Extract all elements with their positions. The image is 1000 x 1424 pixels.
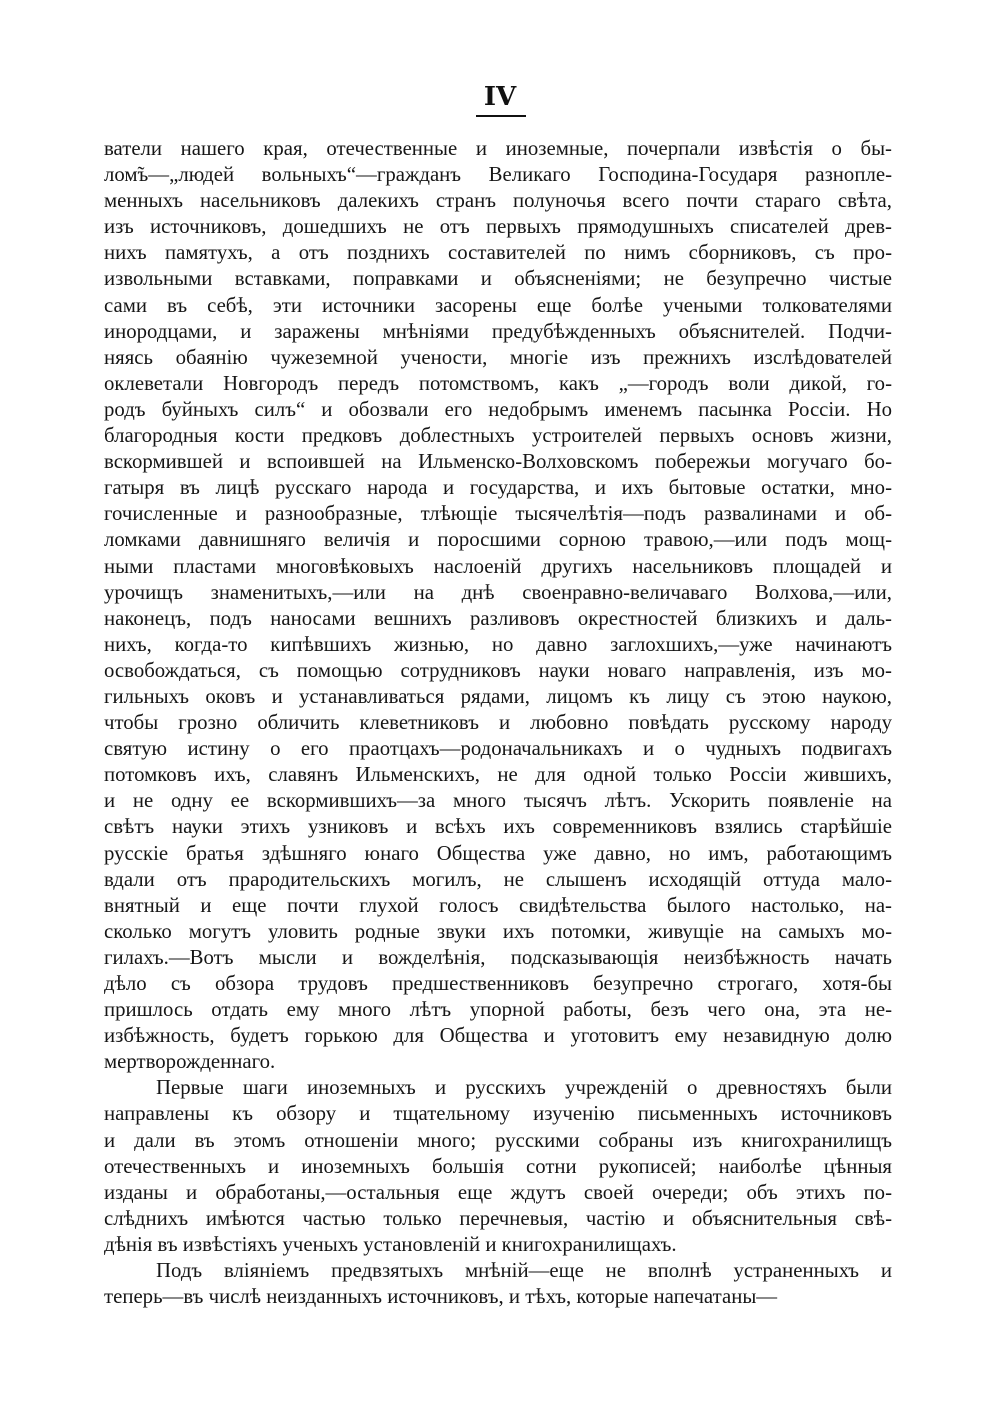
text-line: менныхъ насельниковъ далекихъ странъ полуночья всего почти стараго свѣта, (104, 189, 892, 213)
text-line: дѣнія въ извѣстіяхъ ученыхъ установленій и книгохранилищахъ. (104, 1232, 677, 1256)
text-line: освобождаться, съ помощью сотрудниковъ науки новаго направленія, изъ мо- (104, 658, 892, 682)
text-line: ватели нашего края, отечественные и иноземные, почерпали извѣстія о бы- (104, 137, 892, 160)
paragraph (104, 1258, 892, 1310)
text-line: слѣднихъ имѣются частью только перечневыя, частію и объяснительныя свѣ- (104, 1206, 892, 1230)
text-line: дѣло съ обзора трудовъ предшественниковъ безупречно строгаго, хотя-бы (104, 972, 892, 995)
text-line: вдали отъ прародительскихъ могилъ, не слышенъ исходящій оттуда мало- (104, 867, 892, 891)
text-line: извольными вставками, поправками и объясненіями; не безупречно чистые (104, 267, 892, 291)
paragraph (104, 136, 892, 1075)
text-line: ломками давнишняго величія и поросшими сорною травою,—или подъ мощ- (104, 528, 892, 552)
text-line: пришлось отдать ему много лѣтъ упорной работы, безъ чего она, эта не- (104, 998, 892, 1022)
text-line: и дали въ этомъ отношеніи много; русскими собраны изъ книгохранилищъ (104, 1128, 892, 1152)
text-line: Первые шаги иноземныхъ и русскихъ учрежденій о древностяхъ были (156, 1076, 892, 1100)
text-line: гатыря въ лицѣ русскаго народа и государства, и ихъ бытовые остатки, мно- (104, 476, 892, 500)
text-line: изданы и обработаны,—остальныя еще ждутъ своей очереди; объ этихъ по- (104, 1180, 892, 1204)
text-line: няясь обаянію чужеземной учености, многіе изъ прежнихъ изслѣдователей (104, 345, 892, 369)
text-line: изъ источниковъ, дошедшихъ не отъ первыхъ прямодушныхъ списателей древ- (104, 215, 892, 239)
text-line: благородныя кости предковъ доблестныхъ устроителей первыхъ основъ жизни, (104, 424, 892, 448)
text-line: нихъ памятухъ, а отъ позднихъ составителей по нимъ сборниковъ, съ про- (104, 241, 892, 265)
text-line: сами въ себѣ, эти источники засорены еще болѣе учеными толкователями (104, 293, 892, 317)
text-line: наконецъ, подъ наносами вешнихъ разливовъ окрестностей близкихъ и даль- (104, 606, 892, 630)
text-line: родъ буйныхъ силъ“ и обозвали его недобрымъ именемъ пасынка Россіи. Но (104, 397, 892, 421)
text-line: и не одну ее вскормившихъ—за много тысячъ лѣтъ. Ускорить появленіе на (104, 789, 892, 813)
text-line: сколько могутъ уловить родные звуки ихъ потомки, живущіе на самыхъ мо- (104, 919, 892, 943)
text-line: чтобы грозно обличить клеветниковъ и любовно повѣдать русскому народу (104, 711, 892, 735)
text-line: свѣтъ науки этихъ узниковъ и всѣхъ ихъ современниковъ взялись старѣйшіе (104, 815, 892, 839)
text-line: потомковъ ихъ, славянъ Ильменскихъ, не для одной только Россіи жившихъ, (104, 763, 892, 787)
text-line: мертворожденнаго. (104, 1050, 276, 1074)
text-line: инородцами, и заражены мнѣніями предубѣжденныхъ объяснителей. Подчи- (104, 319, 892, 343)
text-line: лом̃ъ—„людей вольныхъ“—гражданъ Великаго Господина-Государя разнопле- (104, 163, 892, 187)
text-line: внятный и еще почти глухой голосъ свидѣтельства былого настолько, на- (104, 893, 892, 917)
text-line: Подъ вліяніемъ предвзятыхъ мнѣній—еще не вполнѣ устраненныхъ и (156, 1259, 892, 1283)
text-line: святую истину о его праотцахъ—родоначальникахъ и о чудныхъ подвигахъ (104, 737, 892, 761)
text-line: урочищъ знаменитыхъ,—или на днѣ своенравно-величаваго Волхова,—или, (104, 580, 892, 604)
page-number: IV (483, 82, 517, 112)
text-line: вскормившей и вспоившей на Ильменско-Волховскомъ побережьи могучаго бо- (104, 450, 892, 474)
body-text (104, 136, 892, 1310)
text-line: оклеветали Новгородъ передъ потомствомъ, какъ „—городъ воли дикой, го- (104, 371, 892, 395)
text-line: гочисленные и разнообразные, тлѣющіе тысячелѣтія—подъ развалинами и об- (104, 502, 892, 526)
text-line: избѣжность, будетъ горькою для Общества и уготовитъ ему незавидную долю (104, 1024, 892, 1048)
paragraph (104, 1075, 892, 1258)
text-line: теперь—въ числѣ неизданныхъ источниковъ, и тѣхъ, которые напечатаны— (104, 1285, 778, 1309)
text-line: направлены къ обзору и тщательному изученію письменныхъ источниковъ (104, 1102, 892, 1126)
text-line: отечественныхъ и иноземныхъ большія сотни рукописей; наиболѣе цѣнныя (104, 1154, 892, 1178)
text-line: гилахъ.—Вотъ мысли и вожделѣнія, подсказывающія неизбѣжность начать (104, 945, 892, 969)
text-line: гильныхъ оковъ и устанавливаться рядами, лицомъ къ лицу съ этою наукою, (104, 684, 892, 708)
text-line: нихъ, когда-то кипѣвшихъ жизнью, но давно заглохшихъ,—уже начинаютъ (104, 632, 892, 656)
text-line: русскіе братья здѣшняго юнаго Общества уже давно, но имъ, работающимъ (104, 841, 892, 865)
text-line: ными пластами многовѣковыхъ наслоеній другихъ насельниковъ площадей и (104, 554, 892, 578)
page-number-rule (476, 115, 526, 117)
